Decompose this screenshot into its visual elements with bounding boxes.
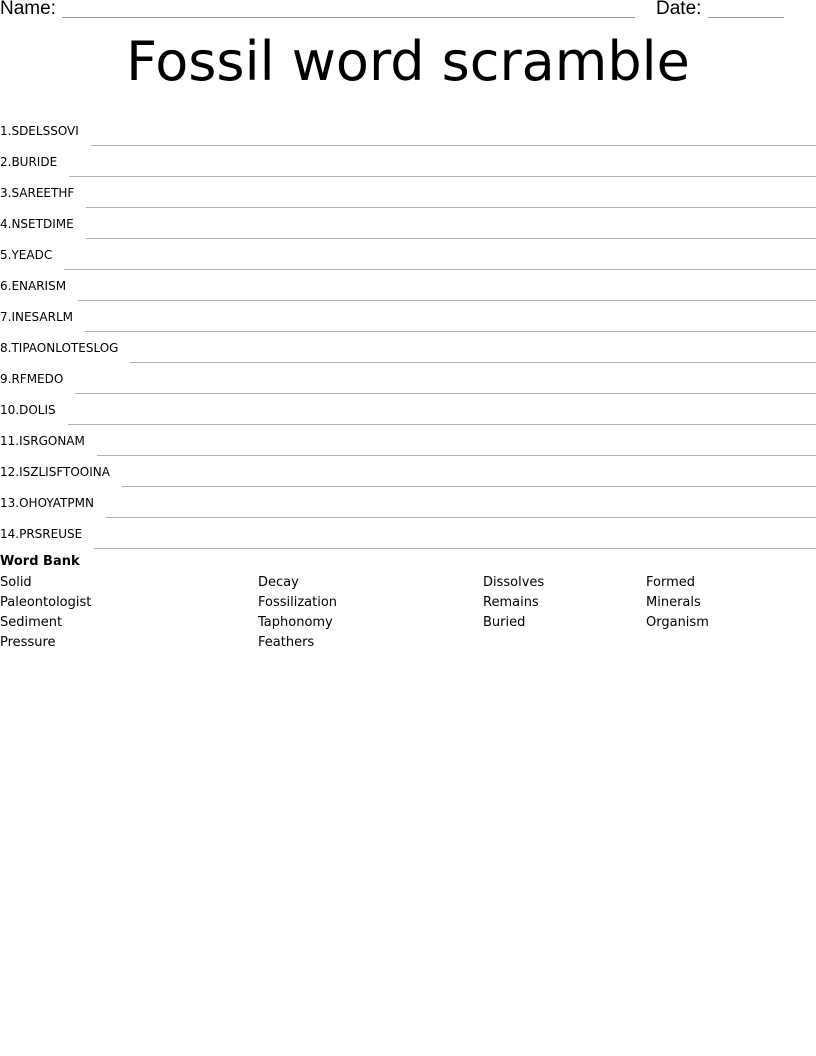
word-bank-item: Fossilization — [258, 595, 338, 610]
question-number: 14. — [0, 527, 20, 541]
word-bank-item: Paleontologist — [0, 595, 92, 610]
answer-line[interactable] — [86, 237, 816, 239]
word-bank — [0, 553, 816, 650]
question-row — [0, 448, 816, 479]
word-bank-item: Decay — [258, 575, 299, 590]
question-row — [0, 510, 816, 541]
question-number: 3. — [0, 186, 12, 200]
question-row — [0, 138, 816, 169]
question-number: 9. — [0, 372, 12, 386]
answer-line[interactable] — [106, 516, 816, 518]
name-field[interactable] — [62, 17, 635, 18]
answer-line[interactable] — [69, 175, 816, 177]
question-row — [0, 200, 816, 231]
answer-line[interactable] — [75, 392, 816, 394]
word-bank-column-3 — [483, 573, 544, 633]
question-number: 12. — [0, 465, 20, 479]
scrambled-word: TIPAONLOTESLOG — [11, 341, 119, 355]
question-number: 1. — [0, 124, 12, 138]
question-number: 11. — [0, 434, 20, 448]
scrambled-word: ISZLISFTOOINA — [19, 465, 110, 479]
word-bank-item: Formed — [646, 575, 695, 590]
question-row — [0, 479, 816, 510]
answer-line[interactable] — [85, 330, 816, 332]
answer-line[interactable] — [122, 485, 816, 487]
scrambled-word: BURIDE — [11, 155, 58, 169]
word-bank-item: Minerals — [646, 595, 701, 610]
word-bank-title: Word Bank — [0, 554, 80, 569]
question-number: 13. — [0, 496, 20, 510]
question-number: 5. — [0, 248, 12, 262]
question-row — [0, 293, 816, 324]
question-number: 4. — [0, 217, 12, 231]
question-row — [0, 169, 816, 200]
word-bank-item: Solid — [0, 575, 32, 590]
question-row — [0, 417, 816, 448]
scrambled-word: SAREETHF — [11, 186, 75, 200]
answer-line[interactable] — [130, 361, 816, 363]
word-bank-item: Taphonomy — [258, 615, 333, 630]
answer-line[interactable] — [68, 423, 816, 425]
scrambled-word: SDELSSOVI — [11, 124, 79, 138]
name-label: Name: — [0, 0, 56, 19]
scrambled-word: INESARLM — [11, 310, 73, 324]
question-row — [0, 107, 816, 138]
date-label: Date: — [656, 0, 702, 19]
word-bank-column-1 — [0, 573, 91, 653]
answer-line[interactable] — [97, 454, 816, 456]
word-bank-column-4 — [646, 573, 709, 633]
question-number: 6. — [0, 279, 12, 293]
question-row — [0, 386, 816, 417]
question-row — [0, 231, 816, 262]
word-bank-item: Organism — [646, 615, 709, 630]
word-bank-item: Remains — [483, 595, 539, 610]
question-number: 8. — [0, 341, 12, 355]
answer-line[interactable] — [94, 547, 816, 549]
worksheet-header — [0, 0, 816, 24]
question-row — [0, 324, 816, 355]
scrambled-word: ISRGONAM — [19, 434, 85, 448]
word-bank-item: Dissolves — [483, 575, 545, 590]
question-row — [0, 355, 816, 386]
answer-line[interactable] — [91, 144, 816, 146]
scrambled-word: NSETDIME — [11, 217, 74, 231]
scrambled-word: DOLIS — [19, 403, 56, 417]
question-row — [0, 262, 816, 293]
question-list — [0, 107, 816, 541]
word-bank-item: Buried — [483, 615, 526, 630]
question-number: 7. — [0, 310, 12, 324]
date-field[interactable] — [708, 17, 784, 18]
answer-line[interactable] — [86, 206, 816, 208]
question-number: 10. — [0, 403, 20, 417]
scrambled-word: OHOYATPMN — [19, 496, 94, 510]
word-bank-column-2 — [258, 573, 337, 653]
scrambled-word: RFMEDO — [11, 372, 64, 386]
question-number: 2. — [0, 155, 12, 169]
answer-line[interactable] — [64, 268, 816, 270]
page-title: Fossil word scramble — [126, 30, 690, 93]
word-bank-item: Pressure — [0, 635, 56, 650]
word-bank-item: Sediment — [0, 615, 63, 630]
scrambled-word: ENARISM — [11, 279, 67, 293]
scrambled-word: PRSREUSE — [19, 527, 83, 541]
word-bank-item: Feathers — [258, 635, 315, 650]
answer-line[interactable] — [78, 299, 816, 301]
scrambled-word: YEADC — [11, 248, 53, 262]
